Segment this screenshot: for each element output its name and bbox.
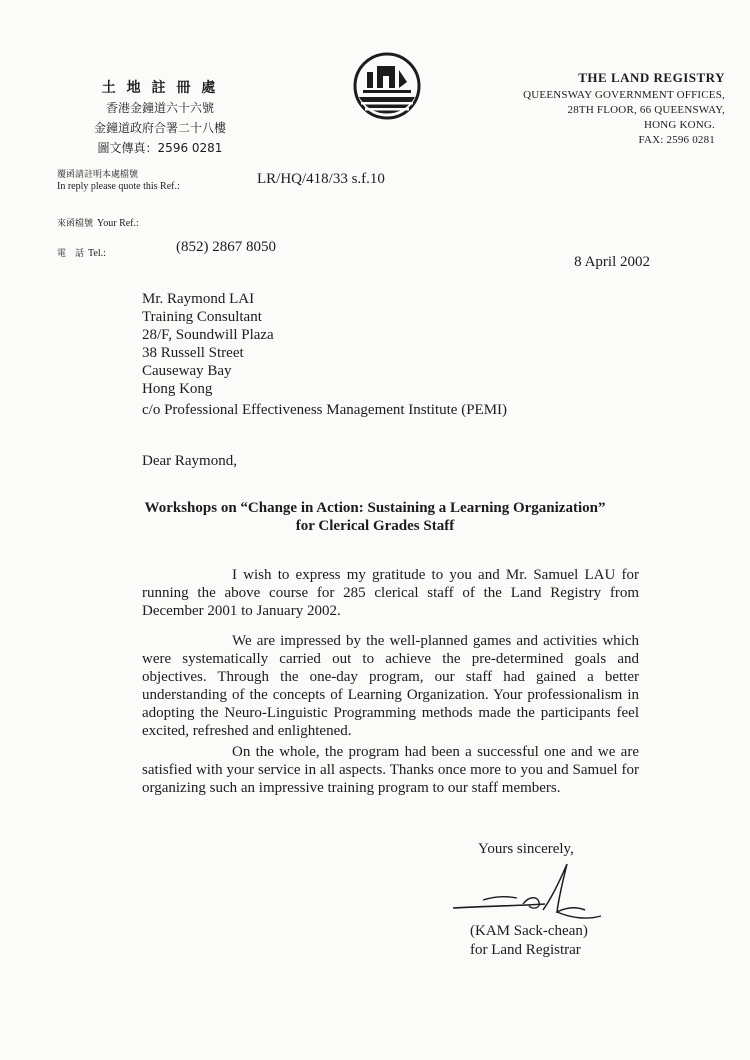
signer-block xyxy=(470,922,588,960)
letterhead-english-title: THE LAND REGISTRY xyxy=(578,70,725,85)
your-ref-label-chinese: 來函檔號 xyxy=(57,219,94,229)
letterhead-english-address-2: 28TH FLOOR, 66 QUEENSWAY, xyxy=(567,104,725,116)
letterhead-english-address-3: HONG KONG. xyxy=(643,119,715,131)
subject-line-1: Workshops on “Change in Action: Sustaining a Learning Organization” xyxy=(144,500,606,516)
letterhead-chinese-title: 土 地 註 冊 處 xyxy=(101,80,219,96)
tel-label-chinese: 電 話 xyxy=(57,249,85,259)
recipient-address-line-4: Hong Kong xyxy=(142,381,213,397)
recipient-address-line-3: Causeway Bay xyxy=(142,363,232,379)
body-paragraph-1-text: I wish to express my gratitude to you and Mr. Samuel LAU for running the above course for 285 clerical staff of the Land Registry from December 2001 to January 2002. xyxy=(142,567,639,619)
your-ref-label xyxy=(57,213,139,231)
tel-value: (852) 2867 8050 xyxy=(176,239,276,255)
body-paragraph-1 xyxy=(142,566,639,620)
recipient-address-line-1: 28/F, Soundwill Plaza xyxy=(142,327,274,343)
salutation: Dear Raymond, xyxy=(142,453,237,469)
subject-heading xyxy=(100,499,650,535)
letterhead-chinese-fax: 圖文傳真：2596 0281 xyxy=(97,141,223,155)
signer-name: (KAM Sack-chean) xyxy=(470,923,588,939)
recipient-name: Mr. Raymond LAI xyxy=(142,291,255,307)
body-paragraph-2-text: We are impressed by the well-planned games and activities which were systematically carried out to achieve the pre-determined goals and objectives. Through the one-day program, our staff had gained a better understanding of the concepts of Learning Organization. Your professionalism in adopting the Neuro-Linguistic Programming methods made the participants feel excited, refreshed and enlightened. xyxy=(142,633,639,739)
letterhead-chinese-address-2: 金鐘道政府合署二十八樓 xyxy=(93,121,226,135)
your-ref-label-english: Your Ref.: xyxy=(97,218,139,229)
letterhead-english-fax: FAX: 2596 0281 xyxy=(638,134,715,146)
our-ref-label xyxy=(57,170,180,193)
our-ref-value: LR/HQ/418/33 s.f.10 xyxy=(257,171,385,187)
recipient-title: Training Consultant xyxy=(142,309,262,325)
body-paragraph-2 xyxy=(142,632,639,740)
our-ref-label-english: In reply please quote this Ref.: xyxy=(57,181,180,192)
subject-line-2: for Clerical Grades Staff xyxy=(295,518,455,534)
letterhead-english-address-1: QUEENSWAY GOVERNMENT OFFICES, xyxy=(523,89,725,101)
signer-title: for Land Registrar xyxy=(470,942,581,958)
recipient-address xyxy=(142,290,274,398)
body-paragraph-3-text: On the whole, the program had been a successful one and we are satisfied with your service in all aspects. Thanks once more to you and Samuel for organizing such an impressive training program to our staff members. xyxy=(142,744,639,796)
body-paragraph-3 xyxy=(142,743,639,797)
care-of-line: c/o Professional Effectiveness Management Institute (PEMI) xyxy=(142,402,508,418)
letter-date: 8 April 2002 xyxy=(574,254,650,270)
letterhead-chinese-address-1: 香港金鐘道六十六號 xyxy=(105,101,214,115)
closing: Yours sincerely, xyxy=(478,841,574,857)
tel-label-english: Tel.: xyxy=(88,248,106,259)
our-ref-label-chinese: 覆函請註明本處檔號 xyxy=(57,170,139,180)
recipient-address-line-2: 38 Russell Street xyxy=(142,345,244,361)
letterhead-english xyxy=(495,70,725,148)
tel-label xyxy=(57,243,106,261)
letterhead-chinese xyxy=(60,78,260,158)
land-registry-logo-icon xyxy=(353,52,421,120)
